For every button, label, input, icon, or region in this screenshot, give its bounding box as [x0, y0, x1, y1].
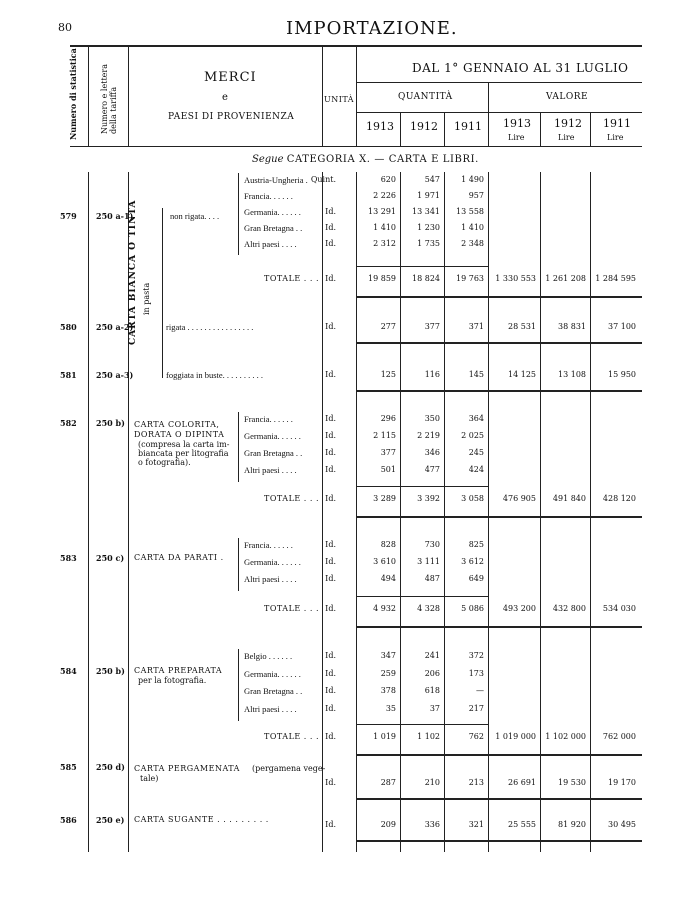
- tariff-code: 250 c): [96, 553, 125, 563]
- year-header: 1911: [603, 117, 631, 130]
- quantity-cell: 4 932: [373, 604, 396, 613]
- rule: [356, 596, 488, 597]
- unit-cell: Id.: [325, 651, 336, 660]
- tariff-code: 250 b): [96, 666, 125, 676]
- rule: [356, 840, 642, 842]
- quantity-cell: 1 019: [373, 732, 396, 741]
- item-label: non rigata. . . .: [170, 211, 220, 221]
- quantity-cell: 296: [380, 414, 396, 423]
- bracket: [238, 649, 239, 721]
- item-note: o fotografia).: [138, 458, 191, 467]
- value-cell: 14 125: [508, 370, 536, 379]
- total-label: TOTALE . . .: [264, 274, 319, 283]
- value-cell: 432 800: [552, 604, 586, 613]
- quantity-cell: 730: [424, 540, 440, 549]
- body-divider: [444, 172, 445, 852]
- unit-cell: Id.: [325, 274, 336, 283]
- country-label: Altri paesi . . . .: [244, 703, 297, 714]
- quantity-cell: 1 490: [461, 175, 484, 184]
- statistic-number: 586: [60, 815, 77, 825]
- quantity-cell: 487: [424, 574, 440, 583]
- item-note: per la fotografia.: [138, 676, 207, 685]
- quantity-cell: 3 392: [417, 494, 440, 503]
- value-cell: 1 284 595: [595, 274, 636, 283]
- year-header: 1912: [554, 117, 582, 130]
- statistic-number: 579: [60, 211, 77, 221]
- quantity-cell: 477: [424, 465, 440, 474]
- year-header: 1911: [454, 120, 482, 133]
- quantity-cell: 13 558: [456, 207, 484, 216]
- quantity-cell: 241: [424, 651, 440, 660]
- quantity-cell: 501: [380, 465, 396, 474]
- tariff-code: 250 e): [96, 815, 125, 825]
- unit-cell: Id.: [325, 494, 336, 503]
- period-header: DAL 1° GENNAIO AL 31 LUGLIO: [412, 61, 629, 75]
- item-title: CARTA PERGAMENATA: [134, 764, 240, 773]
- country-label: Gran Bretagna . .: [244, 686, 303, 696]
- value-cell: 13 108: [558, 370, 586, 379]
- country-label: Austria-Ungheria .: [244, 175, 308, 185]
- rule: [356, 390, 642, 392]
- quantity-cell: 5 086: [461, 604, 484, 613]
- segue-text: CATEGORIA X. — CARTA E LIBRI.: [286, 154, 479, 165]
- quantity-cell: 364: [468, 414, 484, 423]
- bracket: [238, 538, 239, 591]
- year-header: 1913: [366, 120, 394, 133]
- value-cell: 15 950: [608, 370, 636, 379]
- header-divider: [400, 112, 401, 146]
- unit-cell: Id.: [325, 557, 336, 566]
- col-tariffa-header: Numero e lettera della tariffa: [100, 64, 118, 134]
- unit-cell: Id.: [325, 465, 336, 474]
- quantity-cell: 13 291: [368, 207, 396, 216]
- quantity-cell: 2 348: [461, 239, 484, 248]
- statistic-number: 580: [60, 322, 77, 332]
- quantity-cell: 762: [468, 732, 484, 741]
- quantity-cell: 145: [468, 370, 484, 379]
- quantity-cell: 620: [380, 175, 396, 184]
- header-divider: [488, 82, 489, 146]
- quantity-cell: 37: [429, 703, 440, 713]
- value-cell: 37 100: [608, 322, 636, 331]
- unit-cell: Id.: [325, 540, 336, 549]
- value-cell: 491 840: [552, 494, 586, 503]
- quantity-cell: 2 115: [373, 431, 396, 440]
- quantity-cell: 2 219: [417, 431, 440, 440]
- value-cell: 19 530: [558, 778, 586, 787]
- tariff-code: 250 a-3): [96, 370, 134, 380]
- statistic-number: 582: [60, 418, 77, 428]
- unit-cell: Id.: [325, 732, 336, 741]
- quantity-cell: 206: [424, 668, 440, 678]
- total-label: TOTALE . . .: [264, 494, 319, 503]
- lire-label: Lire: [558, 133, 575, 142]
- quantity-cell: 336: [424, 820, 440, 829]
- country-label: Francia. . . . . .: [244, 414, 293, 424]
- country-label: Francia. . . . . .: [244, 191, 293, 201]
- rule: [356, 266, 488, 267]
- rule: [356, 724, 488, 725]
- quantity-cell: 1 971: [417, 191, 440, 200]
- quantity-cell: 372: [468, 651, 484, 660]
- value-cell: 762 000: [602, 732, 636, 741]
- year-header: 1913: [503, 117, 531, 130]
- country-label: Germania. . . . . .: [244, 668, 301, 679]
- country-label: Gran Bretagna . .: [244, 448, 303, 458]
- tariff-code: 250 a-1): [96, 211, 134, 221]
- quantity-cell: 825: [468, 540, 484, 549]
- quantity-cell: 13 341: [412, 207, 440, 216]
- header-divider: [540, 112, 541, 146]
- value-cell: 476 905: [502, 494, 536, 503]
- body-divider: [540, 172, 541, 852]
- quantity-cell: 1 410: [373, 223, 396, 232]
- unit-cell: Id.: [325, 778, 336, 787]
- valore-header: VALORE: [546, 92, 589, 102]
- page-number: 80: [58, 21, 72, 34]
- value-cell: 1 102 000: [545, 732, 586, 741]
- quantity-cell: 494: [380, 574, 396, 583]
- quantity-cell: 377: [424, 322, 440, 331]
- rule: [356, 626, 642, 628]
- country-label: Germania. . . . . .: [244, 207, 301, 217]
- body-divider: [590, 172, 591, 852]
- body-divider: [322, 172, 323, 852]
- unit-cell: Quint.: [310, 175, 336, 184]
- value-cell: 534 030: [602, 604, 636, 613]
- quantita-header: QUANTITÀ: [398, 92, 453, 102]
- country-label: Altri paesi . . . .: [244, 465, 297, 475]
- item-note: (pergamena vege-: [252, 764, 326, 773]
- header-divider: [356, 46, 357, 146]
- quantity-cell: 828: [380, 540, 396, 549]
- rule: [356, 516, 642, 518]
- merci-header: MERCI: [204, 70, 257, 85]
- lire-label: Lire: [607, 133, 624, 142]
- country-label: Gran Bretagna . .: [244, 223, 303, 233]
- item-note: (compresa la carta im-: [138, 440, 230, 449]
- lire-label: Lire: [508, 133, 525, 142]
- quantity-cell: 4 328: [417, 604, 440, 613]
- col-stat-header: Numero di statistica: [68, 48, 78, 140]
- quantity-cell: 424: [468, 465, 484, 474]
- tariff-code: 250 a-2): [96, 322, 134, 332]
- value-cell: 1 261 208: [545, 274, 586, 283]
- statistic-number: 584: [60, 666, 77, 676]
- value-cell: 26 691: [508, 778, 536, 787]
- header-divider: [444, 112, 445, 146]
- paesi-header: PAESI DI PROVENIENZA: [168, 112, 295, 122]
- value-cell: 428 120: [602, 494, 636, 503]
- item-title: CARTA PREPARATA: [134, 666, 223, 675]
- unit-cell: Id.: [325, 223, 336, 232]
- quantity-cell: 347: [380, 651, 396, 660]
- bracket: [238, 412, 239, 482]
- rule: [356, 342, 642, 344]
- item-title: CARTA SUGANTE . . . . . . . . .: [134, 815, 269, 824]
- country-label: Altri paesi . . . .: [244, 574, 297, 584]
- header-divider: [590, 112, 591, 146]
- quantity-cell: 2 312: [373, 239, 396, 248]
- unit-cell: Id.: [325, 604, 336, 613]
- item-title: CARTA DA PARATI .: [134, 553, 224, 562]
- total-label: TOTALE . . .: [264, 604, 319, 613]
- quantity-cell: 618: [424, 686, 440, 695]
- country-label: Belgio . . . . . .: [244, 651, 293, 661]
- body-divider: [400, 172, 401, 852]
- group-bracket: [162, 208, 163, 378]
- item-note: biancata per litografia: [138, 449, 229, 458]
- quantity-cell: 35: [385, 703, 396, 713]
- statistic-number: 585: [60, 762, 77, 772]
- unita-header: UNITÀ: [324, 95, 355, 104]
- unit-cell: Id.: [325, 370, 336, 379]
- quantity-cell: 116: [424, 370, 440, 379]
- bracket: [238, 173, 239, 255]
- quantity-cell: 371: [468, 322, 484, 331]
- unit-cell: Id.: [325, 668, 336, 678]
- value-cell: 1 330 553: [495, 274, 536, 283]
- quantity-cell: 259: [380, 668, 396, 678]
- group-label: CARTA BIANCA O TINTA: [128, 199, 138, 345]
- value-cell: 493 200: [502, 604, 536, 613]
- quantity-cell: 649: [468, 574, 484, 583]
- quantity-cell: 18 824: [412, 274, 440, 283]
- quantity-cell: 19 859: [368, 274, 396, 283]
- year-header: 1912: [410, 120, 438, 133]
- quantity-cell: 3 610: [373, 557, 396, 566]
- quantity-cell: 350: [424, 414, 440, 423]
- unit-cell: Id.: [325, 239, 336, 248]
- unit-cell: Id.: [325, 431, 336, 440]
- quantity-cell: 245: [468, 448, 484, 457]
- quantity-cell: 173: [468, 668, 484, 678]
- statistic-number: 583: [60, 553, 77, 563]
- unit-cell: Id.: [325, 686, 336, 695]
- value-cell: 1 019 000: [495, 732, 536, 741]
- unit-cell: Id.: [325, 322, 336, 331]
- quantity-cell: 3 612: [461, 557, 484, 566]
- rule: [356, 798, 642, 800]
- body-divider: [88, 172, 89, 852]
- rule: [356, 296, 642, 298]
- tariff-code: 250 b): [96, 418, 125, 428]
- segue-prefix: Segue: [252, 154, 284, 165]
- country-label: Altri paesi . . . .: [244, 239, 297, 249]
- unit-cell: Id.: [325, 448, 336, 457]
- unit-cell: Id.: [325, 574, 336, 583]
- quantity-cell: 125: [380, 370, 396, 379]
- group-sublabel: in pasta: [142, 282, 151, 315]
- country-label: Germania. . . . . .: [244, 557, 301, 567]
- header-rule: [356, 82, 642, 83]
- quantity-cell: 2 226: [373, 191, 396, 200]
- quantity-cell: —: [476, 686, 484, 695]
- quantity-cell: 378: [380, 686, 396, 695]
- value-cell: 30 495: [608, 820, 636, 829]
- country-label: Francia. . . . . .: [244, 540, 293, 550]
- header-divider: [88, 46, 89, 146]
- unit-cell: Id.: [325, 703, 336, 713]
- item-label: rigata . . . . . . . . . . . . . . . .: [166, 322, 254, 332]
- unit-cell: Id.: [325, 414, 336, 423]
- tariff-code: 250 d): [96, 762, 125, 772]
- merci-e: e: [222, 92, 228, 103]
- unit-cell: Id.: [325, 820, 336, 829]
- quantity-cell: 3 058: [461, 494, 484, 503]
- quantity-cell: 210: [424, 778, 440, 787]
- unit-cell: Id.: [325, 207, 336, 216]
- quantity-cell: 957: [468, 191, 484, 200]
- quantity-cell: 213: [468, 778, 484, 787]
- body-divider: [488, 172, 489, 852]
- quantity-cell: 346: [424, 448, 440, 457]
- rule: [356, 486, 488, 487]
- quantity-cell: 287: [380, 778, 396, 787]
- quantity-cell: 19 763: [456, 274, 484, 283]
- quantity-cell: 547: [424, 175, 440, 184]
- item-label: foggiata in buste. . . . . . . . . .: [166, 370, 264, 380]
- body-divider: [356, 172, 357, 852]
- value-cell: 25 555: [508, 820, 536, 829]
- item-title: CARTA COLORITA,: [134, 420, 220, 429]
- quantity-cell: 209: [380, 820, 396, 829]
- quantity-cell: 1 410: [461, 223, 484, 232]
- quantity-cell: 277: [380, 322, 396, 331]
- country-label: Germania. . . . . .: [244, 431, 301, 441]
- total-label: TOTALE . . .: [264, 732, 319, 741]
- quantity-cell: 377: [380, 448, 396, 457]
- quantity-cell: 321: [468, 820, 484, 829]
- header-divider: [322, 46, 323, 146]
- quantity-cell: 2 025: [461, 431, 484, 440]
- statistic-number: 581: [60, 370, 77, 380]
- value-cell: 19 170: [608, 778, 636, 787]
- page-title: IMPORTAZIONE.: [286, 18, 458, 39]
- value-cell: 81 920: [558, 820, 586, 829]
- header-divider: [128, 46, 129, 146]
- value-cell: 28 531: [508, 322, 536, 331]
- quantity-cell: 3 289: [373, 494, 396, 503]
- item-title: DORATA O DIPINTA: [134, 430, 225, 439]
- value-cell: 38 831: [558, 322, 586, 331]
- quantity-cell: 1 735: [417, 239, 440, 248]
- rule: [356, 754, 642, 756]
- header-bottom-rule: [70, 146, 642, 147]
- quantity-cell: 3 111: [417, 557, 440, 566]
- header-rule: [356, 112, 642, 113]
- segue-line: [252, 154, 479, 165]
- item-note: tale): [140, 774, 159, 783]
- quantity-cell: 1 230: [417, 223, 440, 232]
- quantity-cell: 1 102: [417, 732, 440, 741]
- quantity-cell: 217: [468, 703, 484, 713]
